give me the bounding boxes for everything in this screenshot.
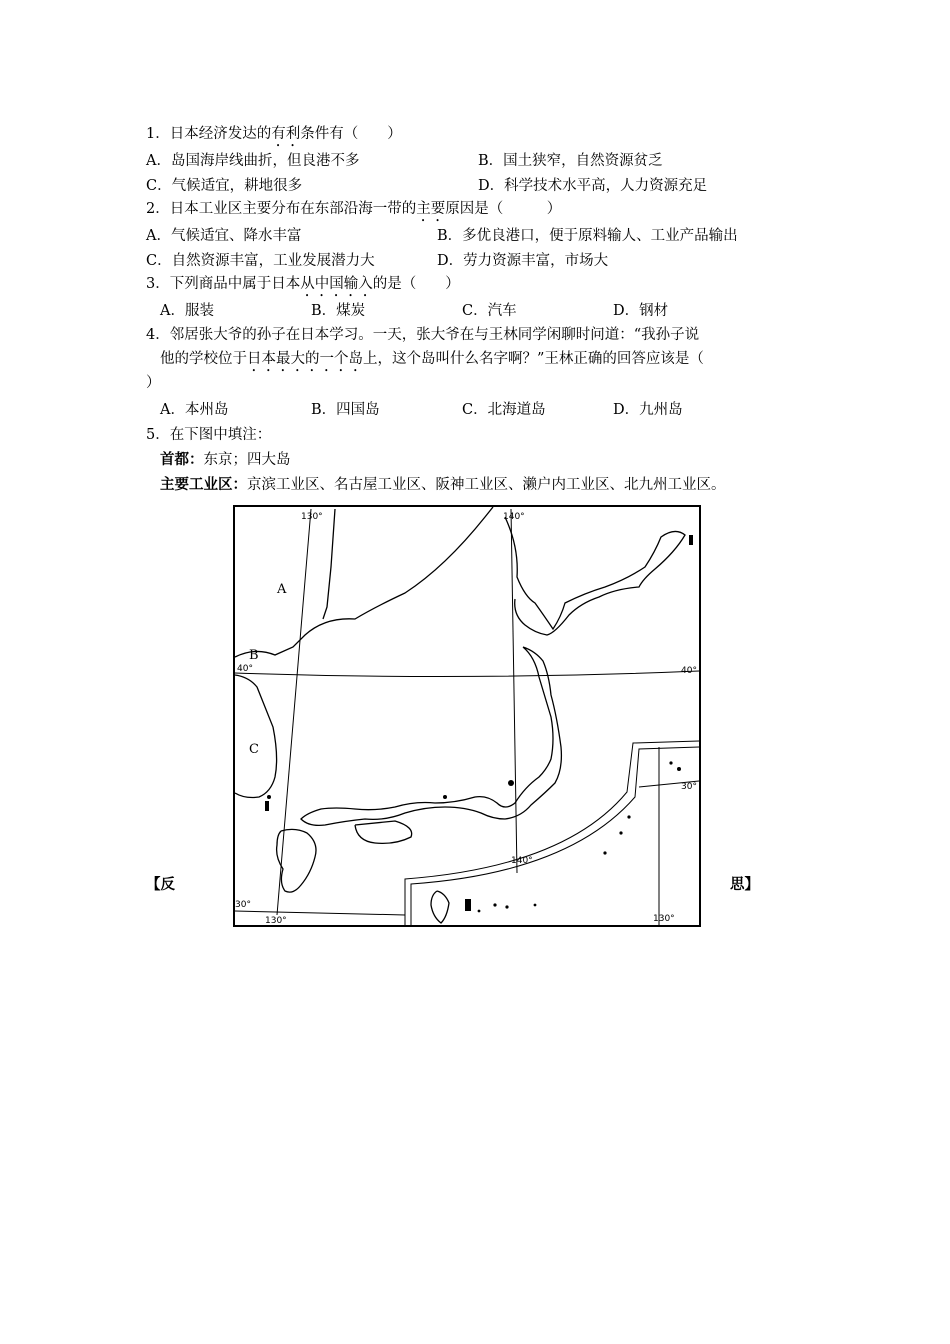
shikoku <box>355 821 412 843</box>
border-line <box>323 509 335 619</box>
lon-label-140-top: 140° <box>503 512 525 522</box>
q4-stem-line2: 他的学校位于日本最大的一个岛上，这个岛叫什么名字啊？”王林正确的回答应该是（ <box>160 351 704 367</box>
lon-label-130-top: 130° <box>301 512 323 522</box>
parallel-40 <box>235 671 699 677</box>
reflection-right: 思】 <box>730 877 759 893</box>
meridian-140 <box>511 509 517 873</box>
q1-stem: 1．日本经济发达的有利条件有（ ） <box>146 126 402 142</box>
q4-option-b: B．四国岛 <box>311 402 380 418</box>
q3-stem: 3．下列商品中属于日本从中国输入的是（ ） <box>146 276 460 292</box>
japan-outline-map <box>233 505 701 927</box>
q4-option-d: D．九州岛 <box>613 402 683 418</box>
q5-industry: 主要工业区：京滨工业区、名古屋工业区、阪神工业区、濑户内工业区、北九州工业区。 <box>160 477 726 493</box>
kyushu <box>277 829 316 892</box>
lat-label-30-inset: 30° <box>681 782 697 792</box>
region-letter-b: B <box>249 648 259 663</box>
q2-option-d: D．劳力资源丰富，市场大 <box>437 253 609 269</box>
q4-option-a: A．本州岛 <box>160 402 229 418</box>
q2-option-c: C．自然资源丰富，工业发展潜力大 <box>146 253 375 269</box>
q4-option-c: C．北海道岛 <box>462 402 546 418</box>
map-svg <box>235 507 699 925</box>
q3-option-b: B．煤炭 <box>311 303 366 319</box>
q3-option-a: A．服装 <box>160 303 214 319</box>
q4-stem-line3: ） <box>146 375 161 391</box>
lat-label-40-right: 40° <box>681 666 697 676</box>
q1-option-d: D．科学技术水平高，人力资源充足 <box>478 178 708 194</box>
reflection-left: 【反 <box>146 877 175 893</box>
lat-label-30-left: 30° <box>235 900 251 910</box>
region-letter-a: A <box>277 582 287 597</box>
parallel-30 <box>235 911 405 915</box>
inset-frame-outer <box>405 741 699 925</box>
hokkaido <box>505 517 685 635</box>
q3-option-d: D．钢材 <box>613 303 669 319</box>
q3-option-c: C．汽车 <box>462 303 517 319</box>
lon-label-130-bottom: 130° <box>265 916 287 925</box>
q2-stem: 2．日本工业区主要分布在东部沿海一带的主要原因是（ ） <box>146 201 562 217</box>
meridian-130 <box>277 509 311 915</box>
lon-label-130-inset: 130° <box>653 914 675 924</box>
korean-peninsula <box>235 675 277 798</box>
inset-frame-inner <box>411 747 699 925</box>
q5-capital: 首都：东京；四大岛 <box>160 452 291 468</box>
lon-label-140-mid: 140° <box>511 856 533 866</box>
q1-option-c: C．气候适宜，耕地很多 <box>146 178 303 194</box>
q2-option-b: B．多优良港口，便于原料输人、工业产品输出 <box>437 228 738 244</box>
lat-label-40-left: 40° <box>237 664 253 674</box>
q5-stem: 5．在下图中填注： <box>146 427 272 443</box>
q2-option-a: A．气候适宜、降水丰富 <box>146 228 302 244</box>
q1-option-a: A．岛国海岸线曲折，但良港不多 <box>146 153 360 169</box>
mainland-coast <box>235 507 493 657</box>
region-letter-c: C <box>249 742 259 757</box>
q4-stem-line1: 4．邻居张大爷的孙子在日本学习。一天，张大爷在与王林同学闲聊时问道：“我孙子说 <box>146 327 700 343</box>
honshu <box>301 647 561 825</box>
taiwan <box>431 891 449 923</box>
q1-option-b: B．国土狭窄，自然资源贫乏 <box>478 153 663 169</box>
